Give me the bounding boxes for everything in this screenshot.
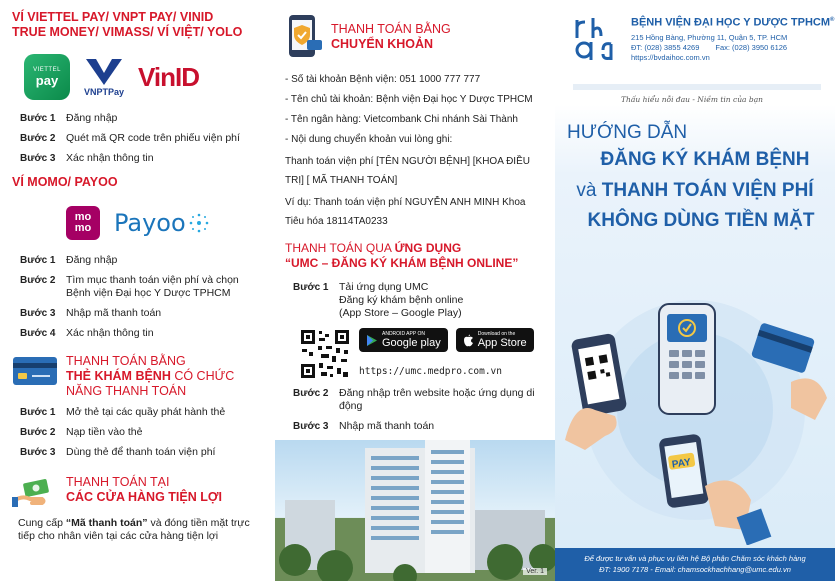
hospital-header: BỆNH VIỆN ĐẠI HỌC Y DƯỢC TPHCM® 215 Hồng Bàng, Phường 11, Quận 5, TP. HCM ĐT: (028) 3855 4269 Fax: (028) 3950 6126 https://bvdaihoc.com.vn <box>555 0 835 64</box>
store-description: Cung cấp “Mã thanh toán” và đóng tiền mặt trực tiếp cho nhân viên tại các cửa hàng tiện lợi <box>18 517 250 542</box>
vinid-logo: VinID <box>138 61 200 92</box>
hospital-logo <box>573 14 623 64</box>
hospital-website[interactable]: https://bvdaihoc.com.vn <box>631 52 710 62</box>
hospital-fax: Fax: (028) 3950 6126 <box>715 42 788 52</box>
app-section-title: THANH TOÁN QUA ỨNG DỤNG “UMC – ĐĂNG KÝ KHÁM BỆNH ONLINE” <box>285 241 519 270</box>
footer-line-2: ĐT: 1900 7178 - Email: chamsockhachhang@umc.edu.vn <box>599 565 791 574</box>
app-step-1: Bước 1 Tải ứng dụng UMC Đăng ký khám bệnh online (App Store – Google Play) <box>293 281 464 319</box>
step-row: Bước 2 Nạp tiền vào thẻ <box>20 426 143 438</box>
title-line-3: và THANH TOÁN VIỆN PHÍ <box>576 180 814 201</box>
hospital-photo <box>275 440 555 581</box>
title-line-4: KHÔNG DÙNG TIỀN MẶT <box>587 210 815 231</box>
umc-url[interactable]: https://umc.medpro.com.vn <box>359 366 502 377</box>
wallet-steps <box>12 112 263 165</box>
step-row: Bước 1 Đăng nhập <box>20 112 118 124</box>
vnptpay-logo: VNPTPay <box>84 57 124 97</box>
transfer-section-header <box>285 14 545 58</box>
step-row: Bước 3 Nhập mã thanh toán <box>20 307 162 319</box>
momo-logo: mo mo <box>66 206 100 240</box>
step-row: Bước 4 Xác nhận thông tin <box>20 327 154 339</box>
hospital-address: 215 Hồng Bàng, Phường 11, Quận 5, TP. HCM <box>631 32 788 42</box>
qr-code <box>299 328 351 380</box>
google-play-icon <box>366 334 378 347</box>
app-store-badge[interactable]: Download on the App Store <box>456 328 534 352</box>
download-area <box>299 328 545 380</box>
transfer-content-format: Thanh toán viện phí [TÊN NGƯỜI BỆNH] [KHOA ĐIỀU TRỊ] [ MÃ THANH TOÁN] <box>285 156 530 186</box>
wallet-title-2: TRUE MONEY/ VIMASS/ VÍ VIỆT/ YOLO <box>12 25 243 39</box>
step-row: Bước 1 Đăng nhập <box>20 254 118 266</box>
bank-name: - Tên ngân hàng: Vietcombank Chi nhánh Sài Thành <box>285 114 518 125</box>
transfer-title-2: CHUYỂN KHOẢN <box>331 37 434 51</box>
mobile-banking-icon <box>285 14 323 58</box>
transfer-title-1: THANH TOÁN BẰNG <box>331 22 451 36</box>
header-divider <box>573 84 821 90</box>
momo-payoo-logos <box>66 202 263 244</box>
hospital-name: BỆNH VIỆN ĐẠI HỌC Y DƯỢC TPHCM <box>631 16 831 29</box>
account-holder: - Tên chủ tài khoản: Bệnh viện Đại học Y Dược TPHCM <box>285 94 533 105</box>
step-row: Bước 2 Đăng nhập trên website hoặc ứng dụng di động <box>293 387 535 412</box>
transfer-content-label: - Nội dung chuyển khoản vui lòng ghi: <box>285 134 453 145</box>
wallet-title-1: VÍ VIETTEL PAY/ VNPT PAY/ VINID <box>12 10 214 24</box>
wallet-logos <box>24 52 263 102</box>
step-row: Bước 3 Nhập mã thanh toán <box>293 420 435 432</box>
middle-panel <box>275 0 555 581</box>
google-play-badge[interactable]: ANDROID APP ON Google play <box>359 328 448 352</box>
viettelpay-logo: VIETTEL pay <box>24 54 70 100</box>
step-row: Bước 1 Mở thẻ tại các quầy phát hành thẻ <box>20 406 226 418</box>
card-section-header <box>12 354 263 399</box>
store-section-header <box>12 475 263 509</box>
momo-steps <box>12 254 263 340</box>
card-steps <box>12 406 263 459</box>
payoo-logo: Payoo <box>114 209 210 237</box>
footer-line-1: Để được tư vấn và phục vụ liên hệ Bộ phận Chăm sóc khách hàng <box>584 554 806 563</box>
apple-icon <box>463 334 474 347</box>
store-title-1: THANH TOÁN TẠI <box>66 475 170 489</box>
step-row: Bước 3 Xác nhận thông tin <box>20 152 154 164</box>
title-line-1: HƯỚNG DẪN <box>567 122 688 143</box>
version-label: Ver. 1 <box>523 568 547 575</box>
credit-card-icon <box>12 354 58 388</box>
card-title-1: THANH TOÁN BẰNG <box>66 354 186 368</box>
left-panel <box>0 0 275 581</box>
momo-title: VÍ MOMO/ PAYOO <box>12 175 118 189</box>
title-line-2: ĐĂNG KÝ KHÁM BỆNH <box>600 149 810 170</box>
card-title-2: THẺ KHÁM BỆNH CÓ CHỨC <box>66 369 235 383</box>
contact-footer <box>555 548 835 581</box>
account-number: - Số tài khoản Bệnh viện: 051 1000 777 777 <box>285 74 481 85</box>
transfer-details <box>285 72 545 231</box>
transfer-example: Ví dụ: Thanh toán viện phí NGUYỄN ANH MINH Khoa Tiêu hóa 18114TA0233 <box>285 197 526 227</box>
store-title-2: CÁC CỬA HÀNG TIỆN LỢI <box>66 490 222 504</box>
hospital-slogan: Thấu hiểu nỗi đau - Niềm tin của bạn <box>621 95 763 104</box>
cashless-payment-illustration <box>555 290 835 545</box>
hospital-phone: ĐT: (028) 3855 4269 <box>631 42 700 52</box>
right-panel <box>555 0 835 581</box>
card-title-3: NĂNG THANH TOÁN <box>66 384 187 398</box>
step-row: Bước 2 Quét mã QR code trên phiếu viện phí <box>20 132 240 144</box>
cash-handover-icon <box>12 475 58 509</box>
pay-label: PAY <box>671 457 692 471</box>
step-row: Bước 3 Dùng thẻ để thanh toán viện phí <box>20 446 216 458</box>
step-row: Bước 2 Tìm mục thanh toán viện phí và chọn Bệnh viện Đại học Y Dược TPHCM <box>20 274 239 299</box>
hospital-building-illustration <box>275 440 555 581</box>
